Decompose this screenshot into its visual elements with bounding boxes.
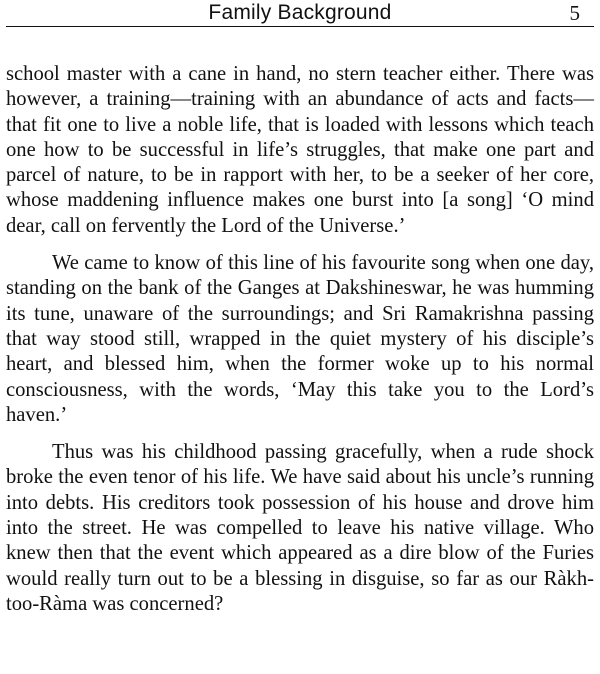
- paragraph: We came to know of this line of his favourite song when one day, standing on the bank of the Ganges at Dakshineswar, he was humming its tune, unaware of the surroundings; and Sri Ramakrishna passing that way stood still, wrapped in the quiet mystery of his disciple’s heart, and blessed him, when the former woke up to his normal consciousness, with the words, ‘May this take you to the Lord’s haven.’: [6, 252, 594, 426]
- paragraph: Thus was his childhood passing gracefully, when a rude shock broke the even tenor of his life. We have said about his uncle’s running into debts. His creditors took possession of his house and drove him into the street. He was compelled to leave his native village. Who knew then that the event which appeared as a dire blow of the Furies would really turn out to be a blessing in disguise, so far as our Ràkh-too-Ràma was concerned?: [6, 441, 594, 615]
- page-number: 5: [569, 1, 580, 25]
- chapter-title: Family Background: [208, 1, 392, 24]
- running-header: [6, 0, 594, 27]
- body-text: [6, 62, 594, 617]
- paragraph-continued: school master with a cane in hand, no stern teacher either. There was however, a training—training with an abundance of acts and facts—that fit one to live a noble life, that is loaded with lessons which teach one how to be successful in life’s struggles, that make one part and parcel of nature, to be in rapport with her, to be a seeker of her core, whose maddening influence makes one burst into [a song] ‘O mind dear, call on fervently the Lord of the Universe.’: [6, 63, 594, 237]
